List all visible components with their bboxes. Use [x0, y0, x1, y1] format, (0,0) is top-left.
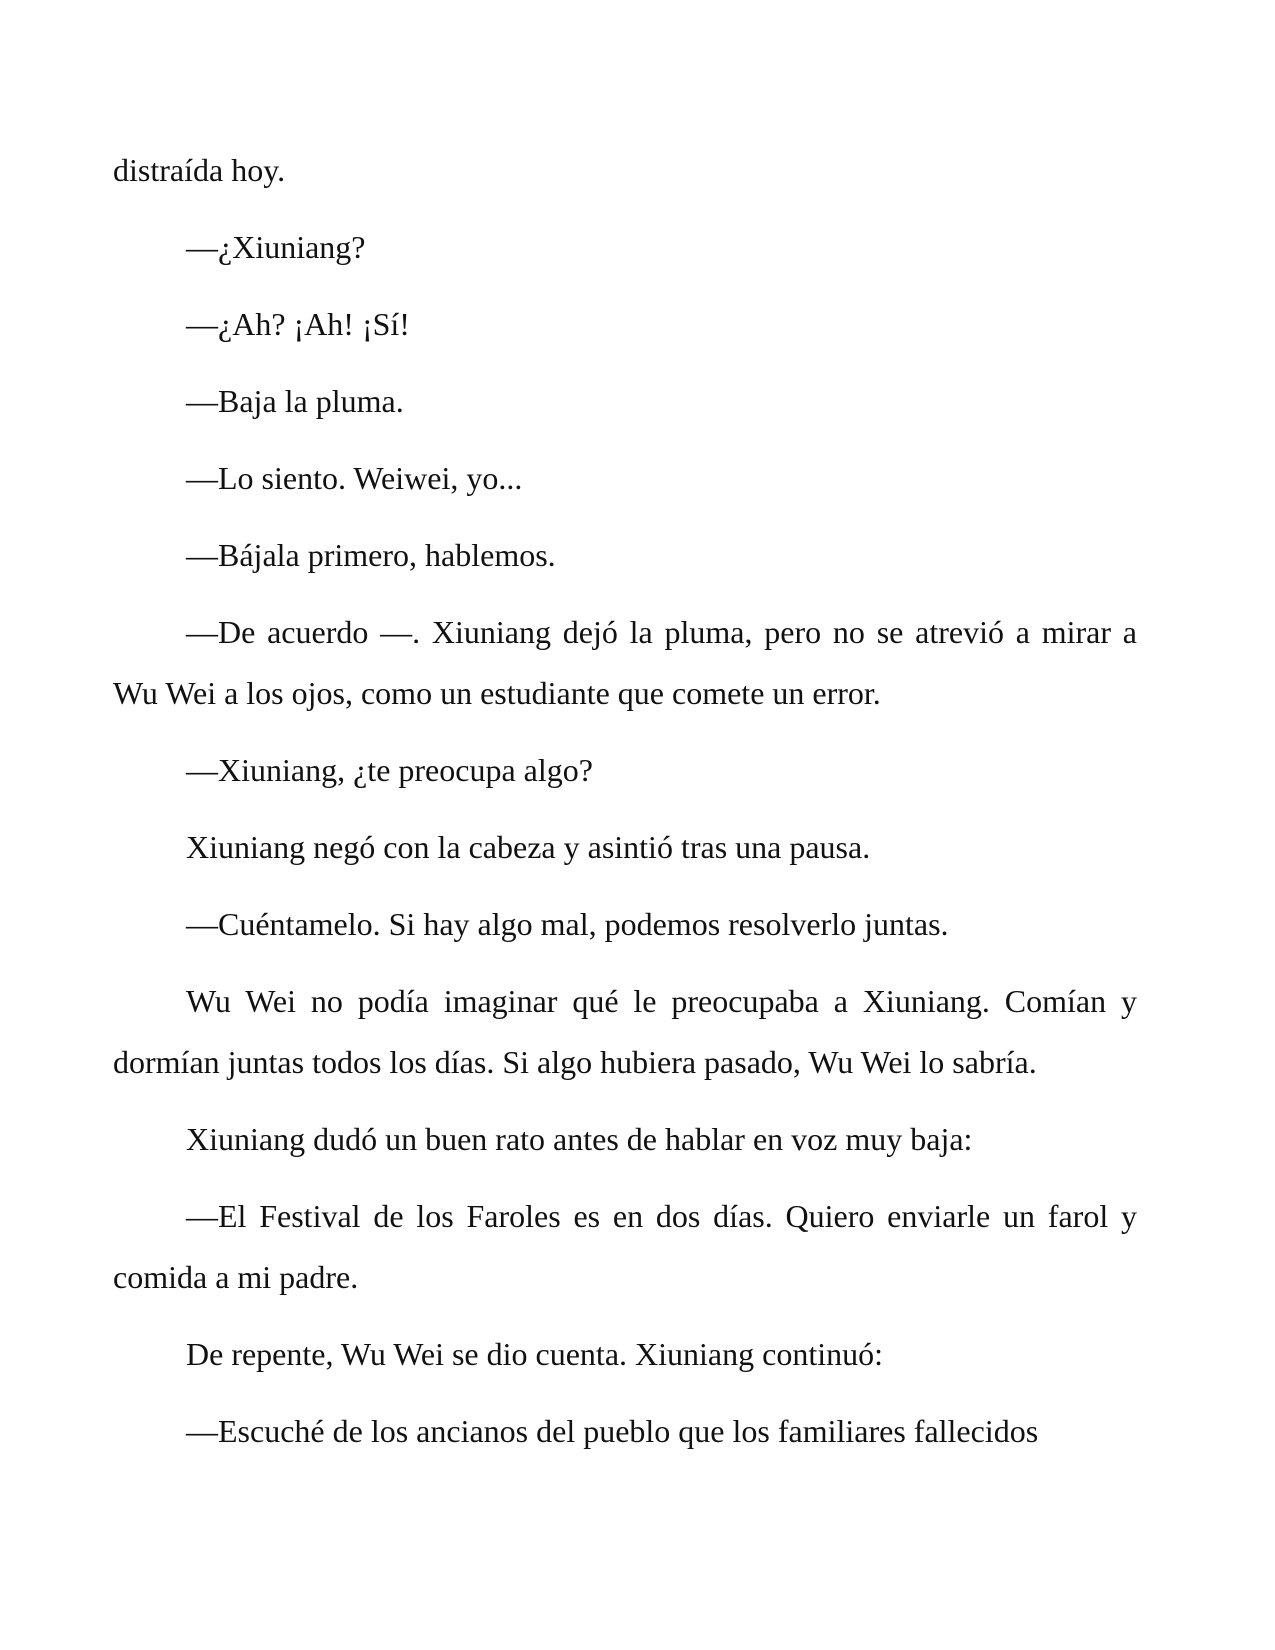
paragraph: —¿Xiuniang?: [186, 229, 366, 265]
paragraph: —El Festival de los Faroles es en dos días. Quiero enviarle un farol y comida a mi padre.: [113, 1198, 1137, 1295]
paragraph: —Xiuniang, ¿te preocupa algo?: [186, 752, 593, 788]
paragraph: Xiuniang negó con la cabeza y asintió tras una pausa.: [186, 829, 871, 865]
body-text: [113, 140, 1137, 1478]
paragraph: —Escuché de los ancianos del pueblo que los familiares fallecidos: [186, 1413, 1039, 1449]
paragraph: distraída hoy.: [113, 152, 286, 188]
paragraph: De repente, Wu Wei se dio cuenta. Xiuniang continuó:: [186, 1336, 883, 1372]
paragraph: —Lo siento. Weiwei, yo...: [186, 460, 523, 496]
paragraph: Wu Wei no podía imaginar qué le preocupaba a Xiuniang. Comían y dormían juntas todos los días. Si algo hubiera pasado, Wu Wei lo sabría.: [113, 983, 1137, 1080]
paragraph: —Cuéntamelo. Si hay algo mal, podemos resolverlo juntas.: [186, 906, 949, 942]
paragraph: —¿Ah? ¡Ah! ¡Sí!: [186, 306, 410, 342]
paragraph: —Baja la pluma.: [186, 383, 404, 419]
paragraph: —De acuerdo —. Xiuniang dejó la pluma, pero no se atrevió a mirar a Wu Wei a los ojos, como un estudiante que comete un error.: [113, 614, 1137, 711]
paragraph: Xiuniang dudó un buen rato antes de hablar en voz muy baja:: [186, 1121, 973, 1157]
paragraph: —Bájala primero, hablemos.: [186, 537, 556, 573]
